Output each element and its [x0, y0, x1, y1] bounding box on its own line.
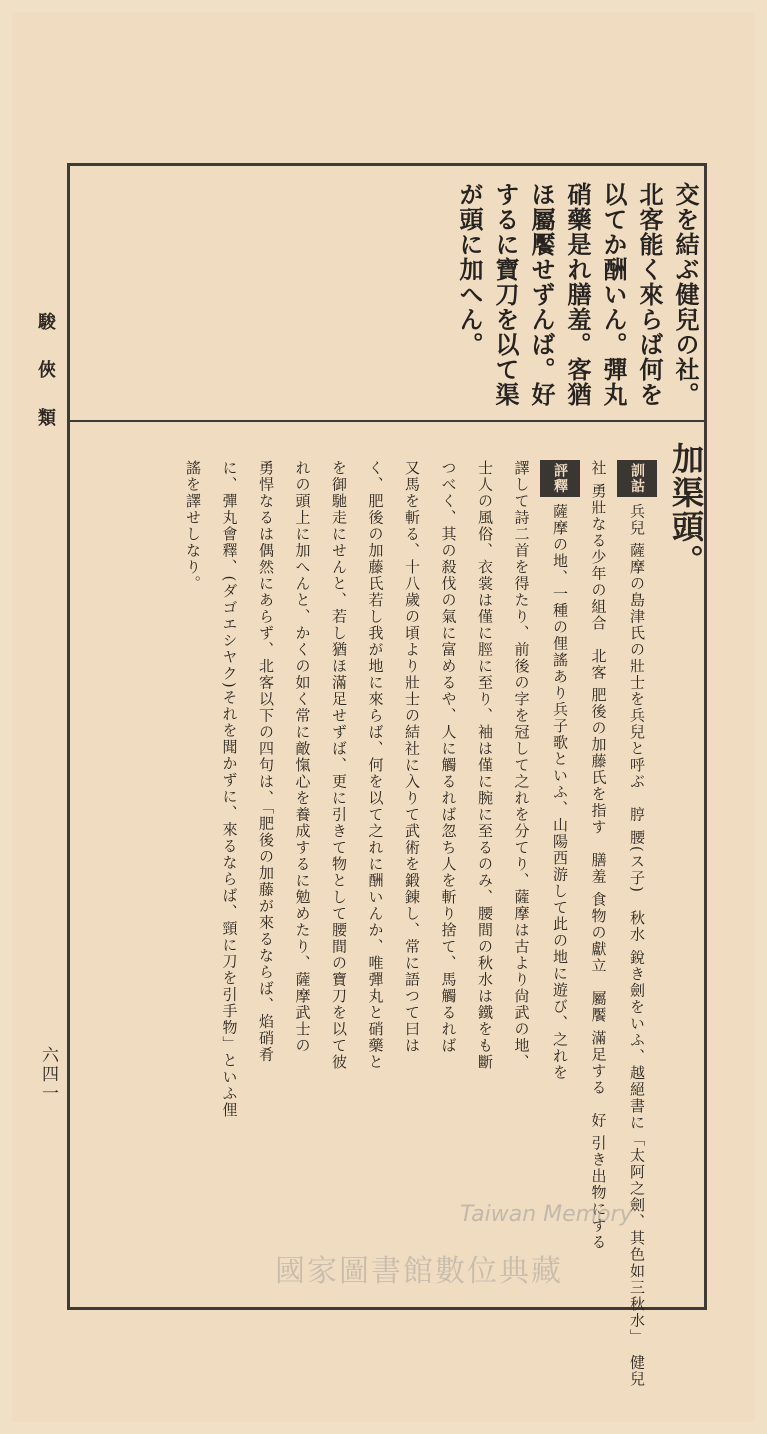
section-divider [70, 420, 704, 422]
poem-line: するに寶刀を以て渠 [491, 182, 520, 407]
commentary-line: つべく、其の殺伐の氣に富めるや、人に觸るれば忽ち人を斬り捨て、馬觸るれば [439, 460, 458, 1054]
page-number: 六四一 [38, 1046, 58, 1103]
gloss-tag: 訓詁 [617, 460, 658, 497]
commentary-line: 謠を譯せしなり。 [184, 460, 202, 592]
chapter-title: 駿俠類 [35, 312, 56, 456]
article-body [175, 460, 658, 1388]
commentary-tag: 評釋 [540, 460, 581, 497]
poem-line: 以てか酬いん。彈丸 [599, 182, 628, 407]
poem-line: ほ屬饜せずんば。好 [527, 182, 556, 407]
watermark-text: 國家圖書館數位典藏 [275, 1254, 563, 1289]
commentary-line: く、肥後の加藤氏若し我が地に來らば、何を以て之れに酬いんか、唯彈丸と硝藥と [366, 460, 385, 1071]
commentary-line: 勇悍なるは偶然にあらず、北客以下の四句は、「肥後の加藤が來るならば、焰硝肴 [257, 460, 275, 1063]
commentary-line: に、彈丸會釋、(ダゴエシヤク)それを聞かずに、來るならば、頸に刀を引手物」といふ俚 [220, 460, 239, 1119]
poem-line: 北客能く來らば何を [635, 182, 664, 407]
commentary-line: を御馳走にせんと、若し猶ほ滿足せずば、更に引きて物として腰間の寶刀を以て彼 [330, 460, 348, 1071]
poem-line: 硝藥是れ膳羞。客猶 [563, 182, 592, 407]
gloss-line [617, 460, 658, 1388]
poem-block [451, 182, 703, 414]
watermark-english: Taiwan Memory [460, 1202, 633, 1227]
commentary-line [540, 460, 581, 1290]
article-title: 加渠頭。 [667, 442, 705, 578]
commentary-text: 薩摩の地、一種の俚謠あり兵子歌といふ、山陽西游して此の地に遊び、之れを [551, 503, 569, 1081]
poem-line: が頭に加へん。 [455, 182, 484, 357]
gloss-line: 社 勇壯なる少年の組合 北客 肥後の加藤氏を指す 膳羞 食物の獻立 屬饜 滿足する 好 引き出物にする [589, 460, 608, 1251]
commentary-line: 士人の風俗、衣裳は僅に脛に至り、袖は僅に腕に至るのみ、腰間の秋水は鐵をも斷 [476, 460, 494, 1071]
commentary-line: 譯して詩二首を得たり、前後の字を冠して之れを分てり、薩摩は古より尙武の地、 [512, 460, 531, 1071]
commentary-line: れの頭上に加へんと、かくの如く常に敵愾心を養成するに勉めたり、薩摩武士の [293, 460, 312, 1054]
commentary-line: 又馬を斬る、十八歲の頃より壯士の結社に入りて武術を鍛錬し、常に語つて曰は [403, 460, 421, 1054]
gloss-text: 兵兒 薩摩の島津氏の壯士を兵兒と呼ぶ 脝 腰(ス子) 秋水 銳き劍をいふ、越絕書に「太阿之劍、其色如三秋水」 健兒 [628, 503, 646, 1388]
poem-line: 交を結ぶ健兒の社。 [671, 182, 700, 407]
